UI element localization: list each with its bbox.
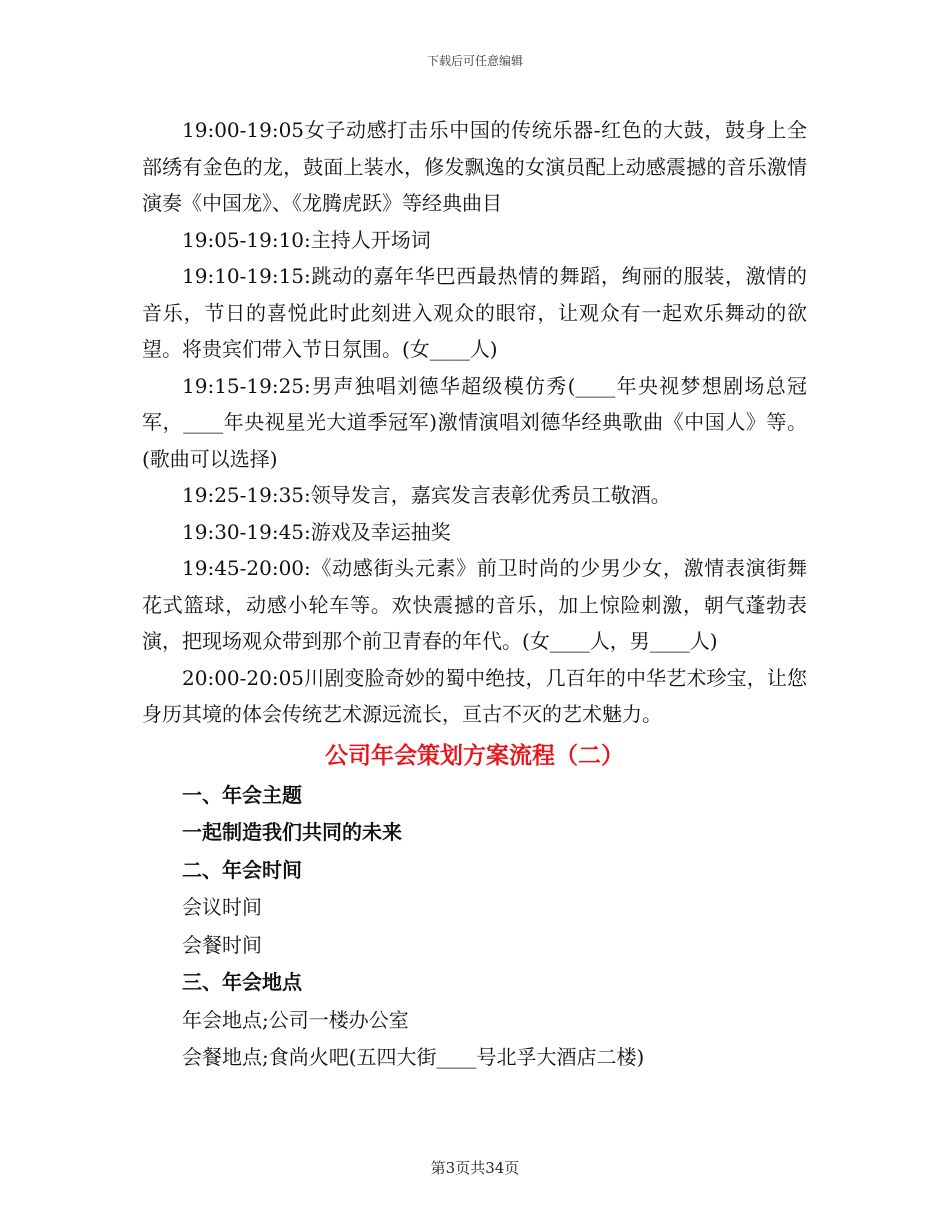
paragraph-program-2: 19:05-19:10:主持人开场词 <box>182 227 431 252</box>
page-footer: 第3页共34页 <box>430 1159 520 1177</box>
page-header: 下载后可任意编辑 <box>426 54 523 68</box>
meeting-location-line: 年会地点;公司一楼办公室 <box>182 1007 409 1032</box>
paragraph-program-8: 20:00-20:05川剧变脸奇妙的蜀中绝技，几百年的中华艺术珍宝，让您身历其境的体会传统艺术源远流长，亘古不灭的艺术魅力。 <box>142 665 807 726</box>
paragraph-program-5: 19:25-19:35:领导发言，嘉宾发言表彰优秀员工敬酒。 <box>182 483 671 507</box>
dinner-time-line: 会餐时间 <box>182 932 262 957</box>
heading-theme: 一、年会主题 <box>182 782 302 807</box>
section-title: 公司年会策划方案流程（二） <box>325 742 624 769</box>
paragraph-program-1: 19:00-19:05女子动感打击乐中国的传统乐器-红色的大鼓，鼓身上全部绣有金色的龙，鼓面上装水，修发飘逸的女演员配上动感震撼的音乐激情演奏《中国龙》、《龙腾虎跃》等经典曲目 <box>142 118 807 215</box>
dinner-location-line: 会餐地点;食尚火吧(五四大街____号北孚大酒店二楼) <box>182 1045 645 1069</box>
heading-location: 三、年会地点 <box>182 970 302 994</box>
theme-text: 一起制造我们共同的未来 <box>182 820 402 844</box>
document-body <box>142 112 807 1077</box>
paragraph-program-4: 19:15-19:25:男声独唱刘德华超级模仿秀(____年央视梦想剧场总冠军，____年央视星光大道季冠军)激情演唱刘德华经典歌曲《中国人》等。(歌曲可以选择) <box>142 373 807 471</box>
paragraph-program-7: 19:45-20:00:《动感街头元素》前卫时尚的少男少女，激情表演街舞花式篮球，动感小轮车等。欢快震撼的音乐，加上惊险刺激，朝气蓬勃表演，把现场观众带到那个前卫青春的年代。(女____人，男____人) <box>142 556 807 653</box>
paragraph-program-6: 19:30-19:45:游戏及幸运抽奖 <box>182 519 451 544</box>
paragraph-program-3: 19:10-19:15:跳动的嘉年华巴西最热情的舞蹈，绚丽的服装，激情的音乐，节日的喜悦此时此刻进入观众的眼帘，让观众有一起欢乐舞动的欲望。将贵宾们带入节日氛围。(女____人) <box>142 264 807 361</box>
meeting-time-line: 会议时间 <box>182 895 262 919</box>
heading-time: 二、年会时间 <box>182 857 302 882</box>
